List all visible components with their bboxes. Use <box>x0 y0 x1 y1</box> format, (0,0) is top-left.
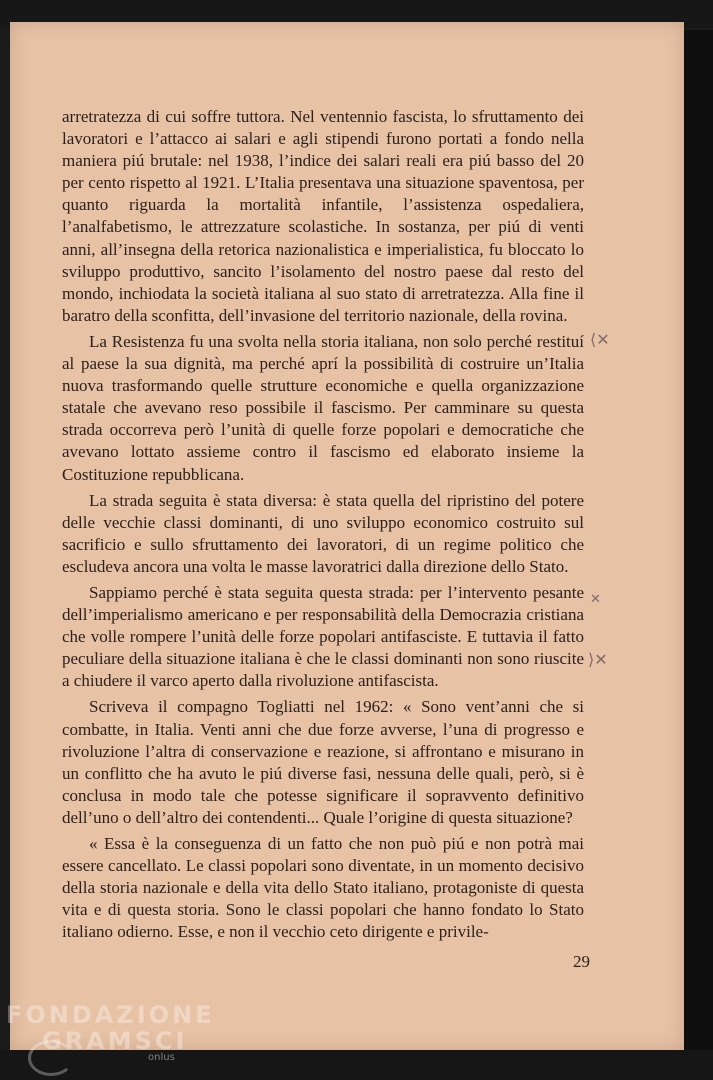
page-number: 29 <box>573 952 590 971</box>
paragraph-2: La Resistenza fu una svolta nella storia italiana, non solo perché restituí al paese la sua dignità, ma perché aprí la possibilità di costruire un’Italia nuova trasformando quelle strutture economiche e quella organizzazione statale che avevano reso possibile il fascismo. Per camminare su questa strada occorreva però l’unità di quelle forze popolari e democratiche che avevano lottato assieme contro il fascismo ed elaborato insieme la Costituzione repubblicana. <box>62 331 584 484</box>
paragraph-1: arretratezza di cui soffre tuttora. Nel ventennio fascista, lo sfruttamento dei lavoratori e l’attacco ai salari e agli stipendi furono portati a fondo nella maniera piú brutale: nel 1938, l’indice dei salari reali era piú basso del 20 per cento rispetto al 1921. L’Italia presentava una situazione spaventosa, per quanto riguarda la mortalità infantile, l’assistenza ospedaliera, l’analfabetismo, le attrezzature scolastiche. In sostanza, per piú di venti anni, all’insegna della retorica nazionalistica e imperialistica, fu bloccato lo sviluppo produttivo, sancito l’isolamento del nostro paese dal resto del mondo, inchiodata la società italiana al suo stato di arretratezza. Alla fine il baratro della sconfitta, dell’invasione del territorio nazionale, della rovina. <box>62 107 584 325</box>
page-body-text <box>62 106 584 947</box>
margin-pencil-mark-1: ⟨✕ <box>590 330 610 349</box>
watermark-line-1: FONDAZIONE <box>6 1001 215 1029</box>
margin-pencil-mark-2: ✕ <box>590 592 601 607</box>
scan-right-edge <box>684 30 713 1080</box>
paragraph-5: Scriveva il compagno Togliatti nel 1962: « Sono vent’anni che si combatte, in Italia. Venti anni che due forze avverse, l’una di progresso e rivoluzione l’altra di conservazione e reazione, si affrontano e misurano in un conflitto che ha avuto le piú diverse fasi, nessuna delle quali, però, si è conclusa in modo tale che potesse significare il sopravvento definitivo dell’uno o dell’altro dei contendenti... Quale l’origine di questa situazione? <box>62 697 584 827</box>
watermark-line-2: GRAMSCI <box>42 1027 188 1055</box>
paragraph-3: La strada seguita è stata diversa: è stata quella del ripristino del potere delle vecchie classi dominanti, di uno sviluppo economico costruito sul sacrificio e sullo sfruttamento dei lavoratori, di un regime politico che escludeva ancora una volta le masse lavoratrici dalla direzione dello Stato. <box>62 490 584 576</box>
paragraph-4: Sappiamo perché è stata seguita questa strada: per l’intervento pesante dell’imperialismo americano e per responsabilità della Democrazia cristiana che volle rompere l’unità delle forze popolari antifasciste. E tuttavia il fatto peculiare della situazione italiana è che le classi dominanti non sono riuscite a chiudere il varco aperto dalla rivoluzione antifascista. <box>62 582 584 691</box>
watermark-logo <box>6 1002 215 1054</box>
paragraph-6: « Essa è la conseguenza di un fatto che non può piú e non potrà mai essere cancellato. Le classi popolari sono diventate, in un momento decisivo della storia nazionale e della vita dello Stato italiano, protagoniste di questa vita e di questa storia. Sono le classi popolari che hanno fondato lo Stato italiano odierno. Esse, e non il vecchio ceto dirigente e privile- <box>62 834 584 942</box>
watermark-suffix: onlus <box>148 1052 175 1063</box>
margin-pencil-mark-3: ⟩✕ <box>588 650 608 669</box>
